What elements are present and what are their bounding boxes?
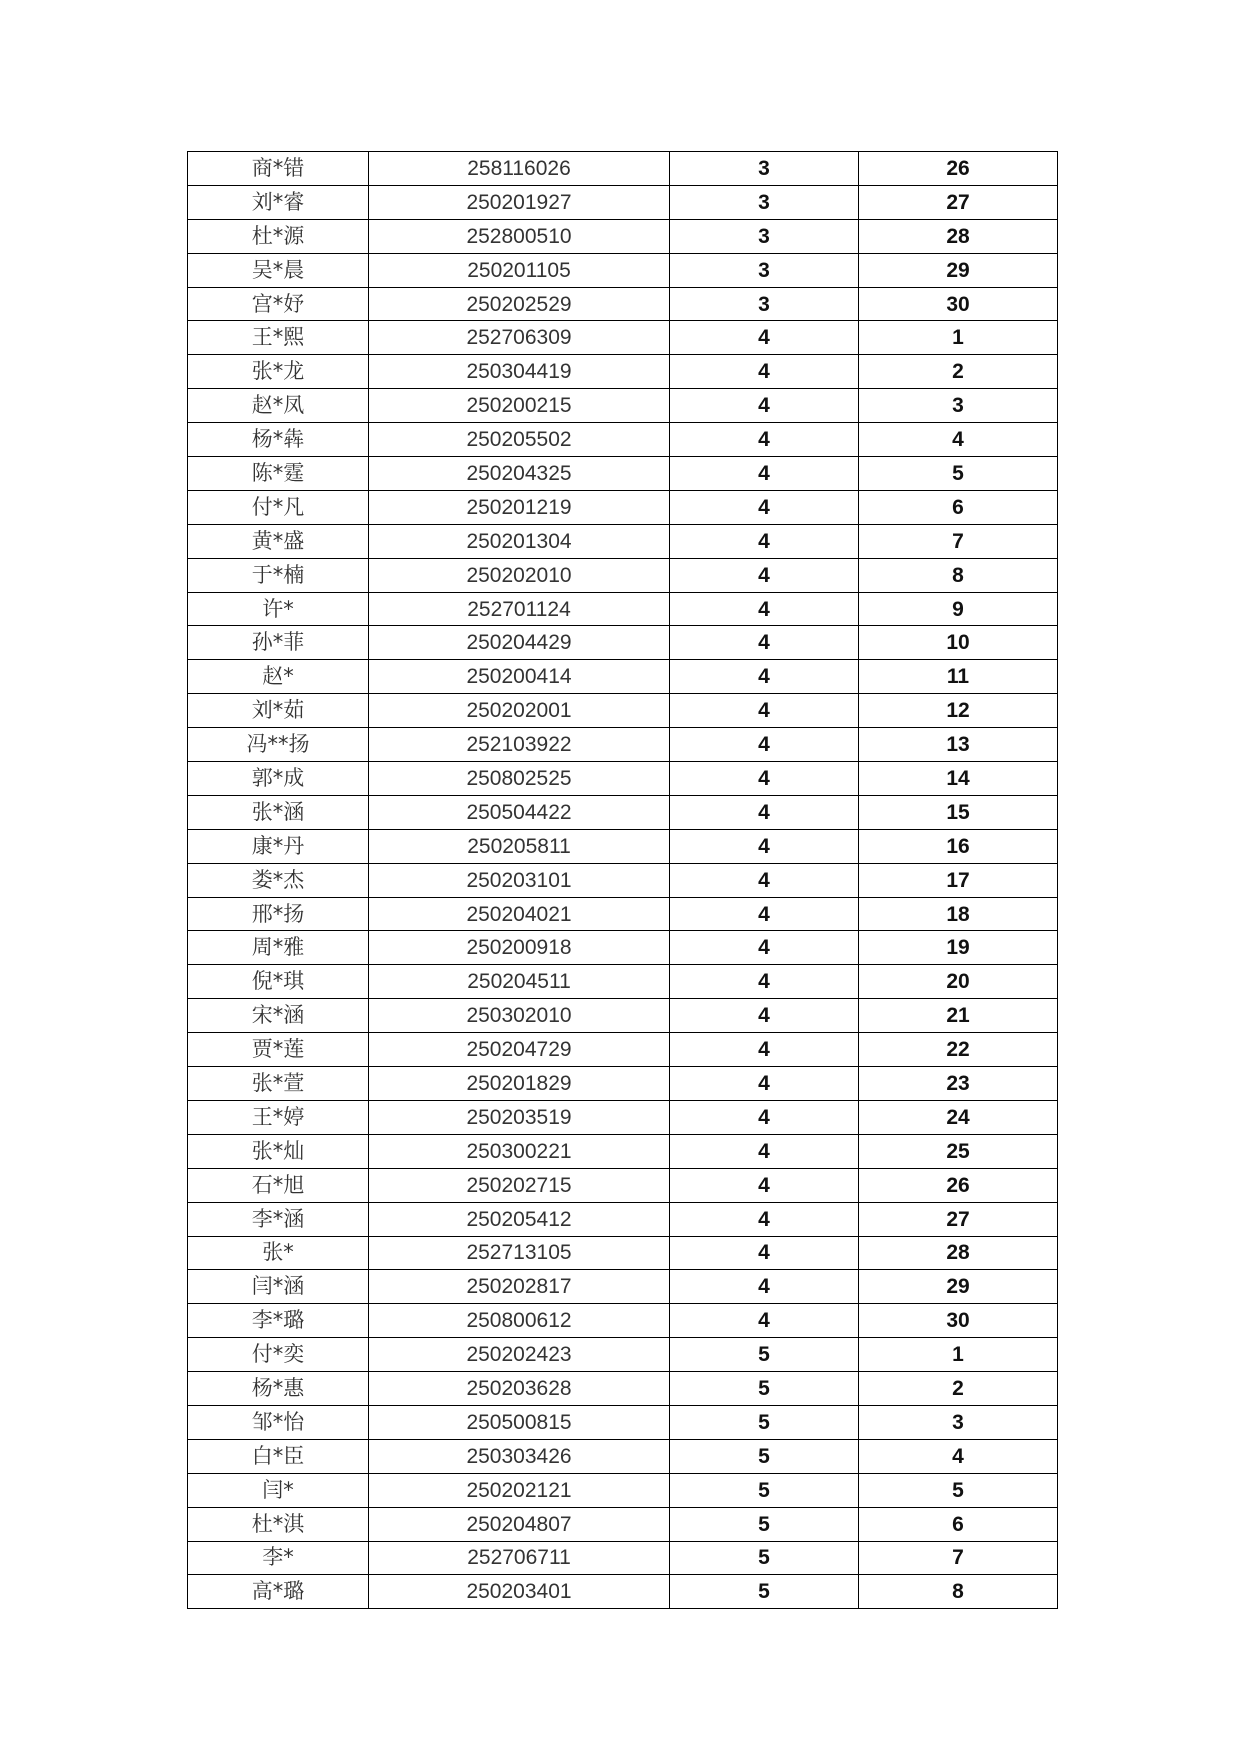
table-row [188,1067,1058,1101]
table-row [188,1236,1058,1270]
table-row [188,1372,1058,1406]
seat-cell: 19 [859,931,1058,965]
seat-cell: 9 [859,592,1058,626]
id-cell: 250202529 [369,287,670,321]
seat-cell: 28 [859,1236,1058,1270]
id-cell: 250204511 [369,965,670,999]
id-cell: 250203519 [369,1100,670,1134]
seat-cell: 5 [859,457,1058,491]
name-cell: 李*涵 [188,1202,369,1236]
group-cell: 4 [670,931,859,965]
table-row [188,219,1058,253]
group-cell: 4 [670,762,859,796]
roster-table [187,151,1058,1609]
name-cell: 高*璐 [188,1575,369,1609]
group-cell: 4 [670,1202,859,1236]
name-cell: 宫*妤 [188,287,369,321]
name-cell: 周*雅 [188,931,369,965]
name-cell: 邹*怡 [188,1405,369,1439]
seat-cell: 6 [859,490,1058,524]
name-cell: 杜*淇 [188,1507,369,1541]
table-row [188,762,1058,796]
seat-cell: 27 [859,1202,1058,1236]
seat-cell: 2 [859,1372,1058,1406]
group-cell: 4 [670,1033,859,1067]
table-row [188,457,1058,491]
name-cell: 杨*犇 [188,423,369,457]
table-row [188,694,1058,728]
table-row [188,1338,1058,1372]
name-cell: 张*龙 [188,355,369,389]
id-cell: 250304419 [369,355,670,389]
seat-cell: 15 [859,795,1058,829]
id-cell: 252706309 [369,321,670,355]
table-row [188,1439,1058,1473]
name-cell: 娄*杰 [188,863,369,897]
group-cell: 4 [670,999,859,1033]
table-row [188,1304,1058,1338]
id-cell: 252706711 [369,1541,670,1575]
table-row [188,253,1058,287]
name-cell: 刘*茹 [188,694,369,728]
id-cell: 250202817 [369,1270,670,1304]
seat-cell: 28 [859,219,1058,253]
seat-cell: 18 [859,897,1058,931]
table-row [188,524,1058,558]
name-cell: 郭*成 [188,762,369,796]
group-cell: 4 [670,423,859,457]
group-cell: 4 [670,592,859,626]
group-cell: 4 [670,321,859,355]
seat-cell: 4 [859,1439,1058,1473]
group-cell: 3 [670,287,859,321]
group-cell: 4 [670,626,859,660]
name-cell: 杜*源 [188,219,369,253]
id-cell: 250202010 [369,558,670,592]
table-row [188,626,1058,660]
name-cell: 刘*睿 [188,185,369,219]
name-cell: 陈*霆 [188,457,369,491]
seat-cell: 29 [859,253,1058,287]
table-row [188,490,1058,524]
id-cell: 250205412 [369,1202,670,1236]
seat-cell: 3 [859,389,1058,423]
name-cell: 贾*莲 [188,1033,369,1067]
id-cell: 250204807 [369,1507,670,1541]
id-cell: 250303426 [369,1439,670,1473]
id-cell: 250201219 [369,490,670,524]
id-cell: 250202423 [369,1338,670,1372]
table-row [188,931,1058,965]
id-cell: 250205502 [369,423,670,457]
table-row [188,185,1058,219]
table-row [188,389,1058,423]
id-cell: 250201927 [369,185,670,219]
id-cell: 250205811 [369,829,670,863]
name-cell: 白*臣 [188,1439,369,1473]
group-cell: 4 [670,728,859,762]
table-row [188,1270,1058,1304]
name-cell: 吴*晨 [188,253,369,287]
seat-cell: 5 [859,1473,1058,1507]
name-cell: 宋*涵 [188,999,369,1033]
group-cell: 5 [670,1473,859,1507]
table-row [188,1575,1058,1609]
seat-cell: 27 [859,185,1058,219]
seat-cell: 17 [859,863,1058,897]
group-cell: 4 [670,1168,859,1202]
group-cell: 3 [670,152,859,186]
table-row [188,1473,1058,1507]
table-row [188,558,1058,592]
seat-cell: 26 [859,1168,1058,1202]
group-cell: 3 [670,219,859,253]
group-cell: 4 [670,897,859,931]
name-cell: 王*婷 [188,1100,369,1134]
id-cell: 250200215 [369,389,670,423]
group-cell: 4 [670,1236,859,1270]
group-cell: 4 [670,524,859,558]
group-cell: 4 [670,863,859,897]
table-row [188,795,1058,829]
name-cell: 张*涵 [188,795,369,829]
id-cell: 250300221 [369,1134,670,1168]
id-cell: 250201304 [369,524,670,558]
id-cell: 258116026 [369,152,670,186]
table-row [188,1033,1058,1067]
seat-cell: 14 [859,762,1058,796]
table-row [188,1100,1058,1134]
name-cell: 张*灿 [188,1134,369,1168]
name-cell: 商*错 [188,152,369,186]
table-row [188,592,1058,626]
id-cell: 250203401 [369,1575,670,1609]
name-cell: 冯**扬 [188,728,369,762]
id-cell: 250204729 [369,1033,670,1067]
name-cell: 李* [188,1541,369,1575]
seat-cell: 12 [859,694,1058,728]
table-row [188,1405,1058,1439]
name-cell: 石*旭 [188,1168,369,1202]
seat-cell: 16 [859,829,1058,863]
table-row [188,829,1058,863]
name-cell: 付*奕 [188,1338,369,1372]
group-cell: 5 [670,1541,859,1575]
group-cell: 4 [670,490,859,524]
id-cell: 250504422 [369,795,670,829]
name-cell: 孙*菲 [188,626,369,660]
name-cell: 邢*扬 [188,897,369,931]
group-cell: 4 [670,1270,859,1304]
id-cell: 250203628 [369,1372,670,1406]
group-cell: 5 [670,1338,859,1372]
seat-cell: 6 [859,1507,1058,1541]
seat-cell: 29 [859,1270,1058,1304]
group-cell: 4 [670,389,859,423]
id-cell: 250201829 [369,1067,670,1101]
name-cell: 付*凡 [188,490,369,524]
table-row [188,152,1058,186]
group-cell: 4 [670,558,859,592]
group-cell: 4 [670,1100,859,1134]
seat-cell: 8 [859,558,1058,592]
group-cell: 5 [670,1405,859,1439]
seat-cell: 24 [859,1100,1058,1134]
table-row [188,965,1058,999]
table-row [188,863,1058,897]
seat-cell: 7 [859,1541,1058,1575]
id-cell: 252103922 [369,728,670,762]
group-cell: 4 [670,660,859,694]
name-cell: 康*丹 [188,829,369,863]
table-row [188,1507,1058,1541]
table-row [188,1541,1058,1575]
table-row [188,1202,1058,1236]
group-cell: 4 [670,694,859,728]
name-cell: 黄*盛 [188,524,369,558]
group-cell: 4 [670,355,859,389]
id-cell: 252701124 [369,592,670,626]
id-cell: 250204325 [369,457,670,491]
name-cell: 张* [188,1236,369,1270]
group-cell: 4 [670,965,859,999]
id-cell: 252800510 [369,219,670,253]
name-cell: 赵* [188,660,369,694]
seat-cell: 23 [859,1067,1058,1101]
table-row [188,423,1058,457]
table-row [188,355,1058,389]
seat-cell: 30 [859,287,1058,321]
table-row [188,999,1058,1033]
seat-cell: 21 [859,999,1058,1033]
name-cell: 张*萱 [188,1067,369,1101]
group-cell: 5 [670,1372,859,1406]
name-cell: 倪*琪 [188,965,369,999]
table-row [188,321,1058,355]
name-cell: 王*熙 [188,321,369,355]
id-cell: 250500815 [369,1405,670,1439]
group-cell: 4 [670,457,859,491]
seat-cell: 26 [859,152,1058,186]
seat-cell: 10 [859,626,1058,660]
id-cell: 250204021 [369,897,670,931]
name-cell: 杨*惠 [188,1372,369,1406]
id-cell: 250200414 [369,660,670,694]
group-cell: 5 [670,1507,859,1541]
seat-cell: 11 [859,660,1058,694]
seat-cell: 1 [859,321,1058,355]
seat-cell: 2 [859,355,1058,389]
id-cell: 250800612 [369,1304,670,1338]
group-cell: 3 [670,185,859,219]
seat-cell: 4 [859,423,1058,457]
seat-cell: 8 [859,1575,1058,1609]
table-row [188,287,1058,321]
group-cell: 5 [670,1439,859,1473]
id-cell: 250203101 [369,863,670,897]
seat-cell: 7 [859,524,1058,558]
name-cell: 闫* [188,1473,369,1507]
group-cell: 4 [670,1304,859,1338]
name-cell: 许* [188,592,369,626]
id-cell: 250200918 [369,931,670,965]
seat-cell: 13 [859,728,1058,762]
seat-cell: 22 [859,1033,1058,1067]
group-cell: 5 [670,1575,859,1609]
group-cell: 4 [670,829,859,863]
seat-cell: 25 [859,1134,1058,1168]
name-cell: 于*楠 [188,558,369,592]
table-row [188,1168,1058,1202]
name-cell: 闫*涵 [188,1270,369,1304]
id-cell: 250302010 [369,999,670,1033]
id-cell: 250202001 [369,694,670,728]
name-cell: 赵*凤 [188,389,369,423]
table-row [188,728,1058,762]
table-row [188,660,1058,694]
table-row [188,1134,1058,1168]
seat-cell: 30 [859,1304,1058,1338]
seat-cell: 20 [859,965,1058,999]
table-row [188,897,1058,931]
id-cell: 250202121 [369,1473,670,1507]
id-cell: 250202715 [369,1168,670,1202]
id-cell: 250201105 [369,253,670,287]
id-cell: 250802525 [369,762,670,796]
roster-table-body [188,152,1058,1609]
name-cell: 李*璐 [188,1304,369,1338]
seat-cell: 1 [859,1338,1058,1372]
group-cell: 3 [670,253,859,287]
group-cell: 4 [670,1134,859,1168]
seat-cell: 3 [859,1405,1058,1439]
group-cell: 4 [670,1067,859,1101]
id-cell: 252713105 [369,1236,670,1270]
group-cell: 4 [670,795,859,829]
id-cell: 250204429 [369,626,670,660]
